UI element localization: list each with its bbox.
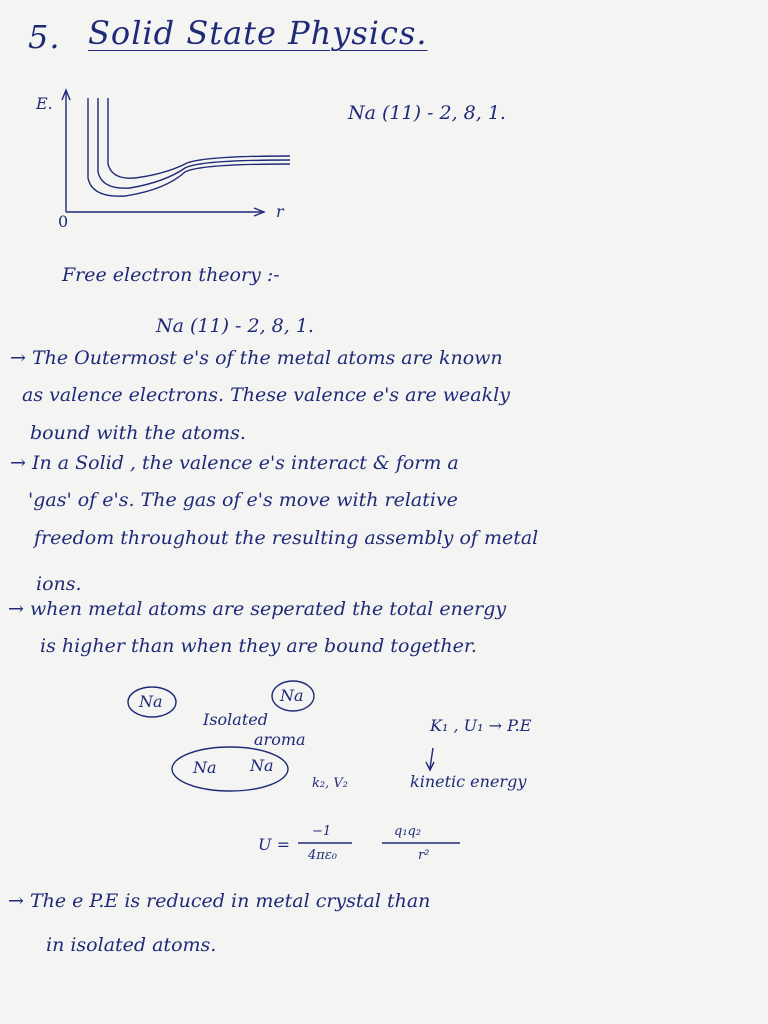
page-title: Solid State Physics. [88,14,428,52]
text-line-9: is higher than when they are bound together. [40,635,477,657]
k1-u1-pe-label: K₁ , U₁ → P.E [430,716,532,735]
chapter-number: 5. [28,18,61,56]
text-line-1: → The Outermost e's of the metal atoms are known [10,347,503,369]
atom-label-1: Na [139,692,163,711]
formula-numerator-left: −1 [312,824,332,839]
config-mid: Na (11) - 2, 8, 1. [156,315,314,337]
graph-y-label: E. [36,94,53,113]
formula-denominator-left: 4πε₀ [308,848,338,863]
graph-x-label: r [276,202,284,221]
formula-denominator-right: r² [418,848,430,863]
kinetic-energy-label: kinetic energy [410,772,527,791]
text-line-6: freedom throughout the resulting assembly of metal [34,527,539,549]
conclusion-line-2: in isolated atoms. [46,934,217,956]
formula-lhs: U = [258,835,290,854]
formula-numerator-right: q₁q₂ [394,824,422,839]
pair-atom-right: Na [250,756,274,775]
energy-curve-2 [98,98,290,188]
text-line-8: → when metal atoms are seperated the total energy [8,598,507,620]
conclusion-line-1: → The e P.E is reduced in metal crystal than [8,890,431,912]
section-heading: Free electron theory :- [62,264,280,286]
k2-v2-label: k₂, V₂ [312,776,348,791]
config-top: Na (11) - 2, 8, 1. [348,102,506,124]
energy-curve-3 [108,98,290,178]
graph-origin-label: 0 [58,212,69,231]
text-line-7: ions. [36,573,82,595]
text-line-4: → In a Solid , the valence e's interact & form a [10,452,459,474]
text-line-3: bound with the atoms. [30,422,246,444]
pair-atom-left: Na [193,758,217,777]
isolated-label: Isolated [203,710,268,729]
text-line-5: 'gas' of e's. The gas of e's move with relative [28,489,458,511]
atom-label-2: Na [280,686,304,705]
text-line-2: as valence electrons. These valence e's are weakly [22,384,510,406]
energy-curve-1 [88,98,290,196]
aroma-label: aroma [254,730,306,749]
